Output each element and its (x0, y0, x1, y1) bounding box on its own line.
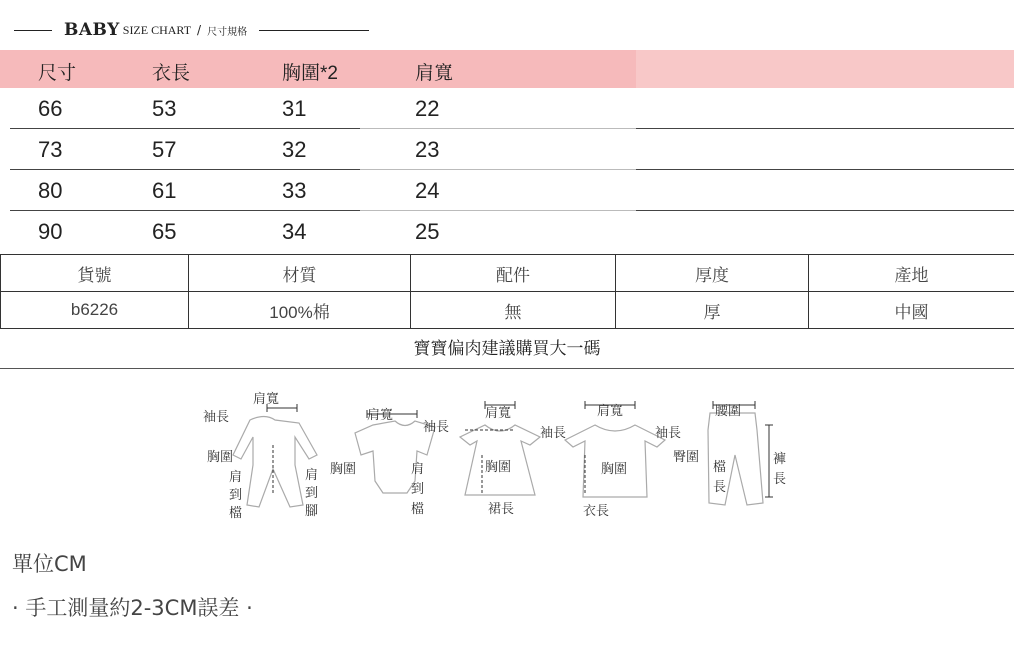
svg-text:到: 到 (305, 486, 319, 501)
cell-size: 73 (38, 137, 63, 162)
label-sleeve: 袖長 (203, 410, 230, 425)
label-chest: 胸圍 (330, 462, 357, 477)
table-row (0, 170, 1014, 211)
svg-text:肩: 肩 (305, 468, 319, 483)
svg-text:到: 到 (411, 482, 425, 497)
label-chest: 胸圍 (485, 460, 512, 475)
cell-shoulder: 25 (415, 219, 440, 244)
unit-label: 單位CM (12, 552, 87, 576)
size-chart-label: SIZE CHART (122, 22, 192, 37)
svg-text:檔: 檔 (229, 506, 243, 521)
label-hip: 臀圍 (673, 450, 700, 465)
cell-shoulder: 22 (415, 96, 440, 121)
cell-size: 80 (38, 178, 63, 203)
col-shoulder: 肩寬 (415, 63, 454, 84)
info-material: 100%棉 (189, 292, 411, 329)
svg-text:到: 到 (229, 488, 243, 503)
brand-title: BABY (64, 20, 120, 40)
info-thickness: 厚 (616, 292, 809, 329)
svg-text:腳: 腳 (305, 504, 319, 519)
size-chart-header (14, 18, 369, 42)
col-chest: 胸圍*2 (282, 63, 338, 84)
label-chest: 胸圍 (601, 462, 628, 477)
info-header-thickness: 厚度 (616, 255, 809, 292)
cell-chest: 33 (282, 178, 307, 203)
cell-length: 53 (152, 96, 177, 121)
svg-text:肩: 肩 (229, 470, 243, 485)
cell-chest: 31 (282, 96, 307, 121)
header-rule-right (259, 30, 369, 31)
label-sleeve: 袖長 (423, 420, 450, 435)
svg-text:長: 長 (773, 472, 787, 487)
info-sku: b6226 (1, 292, 189, 329)
col-size: 尺寸 (38, 63, 77, 84)
cell-size: 66 (38, 96, 63, 121)
header-slash: / (197, 23, 202, 37)
size-table (0, 50, 1014, 252)
svg-text:檔: 檔 (713, 460, 727, 475)
table-row (0, 211, 1014, 252)
cell-length: 61 (152, 178, 177, 203)
cell-chest: 34 (282, 219, 307, 244)
cell-length: 57 (152, 137, 177, 162)
cell-chest: 32 (282, 137, 307, 162)
svg-text:褲: 褲 (773, 452, 787, 467)
size-table-header (0, 50, 1014, 88)
info-header-sku: 貨號 (1, 255, 189, 292)
label-chest: 胸圍 (207, 450, 234, 465)
info-header-accessories: 配件 (411, 255, 616, 292)
label-sleeve: 袖長 (655, 426, 682, 441)
label-skirt-length: 裙長 (488, 502, 515, 517)
header-rule-left (14, 30, 52, 31)
tolerance-note: · 手工測量約2-3CM誤差 · (12, 596, 253, 620)
info-header-row (1, 255, 1014, 292)
svg-text:長: 長 (713, 480, 727, 495)
label-body-length: 衣長 (583, 504, 610, 519)
measurement-diagram (195, 385, 815, 525)
table-row (0, 88, 1014, 129)
col-length: 衣長 (152, 63, 191, 84)
product-info-table (0, 254, 1014, 329)
info-origin: 中國 (809, 292, 1014, 329)
info-header-origin: 產地 (809, 255, 1014, 292)
cell-shoulder: 23 (415, 137, 440, 162)
info-accessories: 無 (411, 292, 616, 329)
svg-text:檔: 檔 (411, 502, 425, 517)
label-shoulder: 肩寬 (485, 406, 512, 421)
label-waist: 腰圍 (715, 404, 742, 419)
label-shoulder: 肩寬 (597, 404, 624, 419)
cell-length: 65 (152, 219, 177, 244)
table-row (0, 129, 1014, 170)
label-shoulder: 肩寬 (253, 392, 280, 407)
size-spec-label: 尺寸規格 (207, 26, 248, 38)
svg-text:肩: 肩 (411, 462, 425, 477)
cell-shoulder: 24 (415, 178, 440, 203)
label-shoulder: 肩寬 (367, 408, 394, 423)
sizing-note: 寶寶偏肉建議購買大一碼 (0, 330, 1014, 369)
info-value-row (1, 292, 1014, 329)
cell-size: 90 (38, 219, 63, 244)
info-header-material: 材質 (189, 255, 411, 292)
label-sleeve: 袖長 (540, 426, 567, 441)
